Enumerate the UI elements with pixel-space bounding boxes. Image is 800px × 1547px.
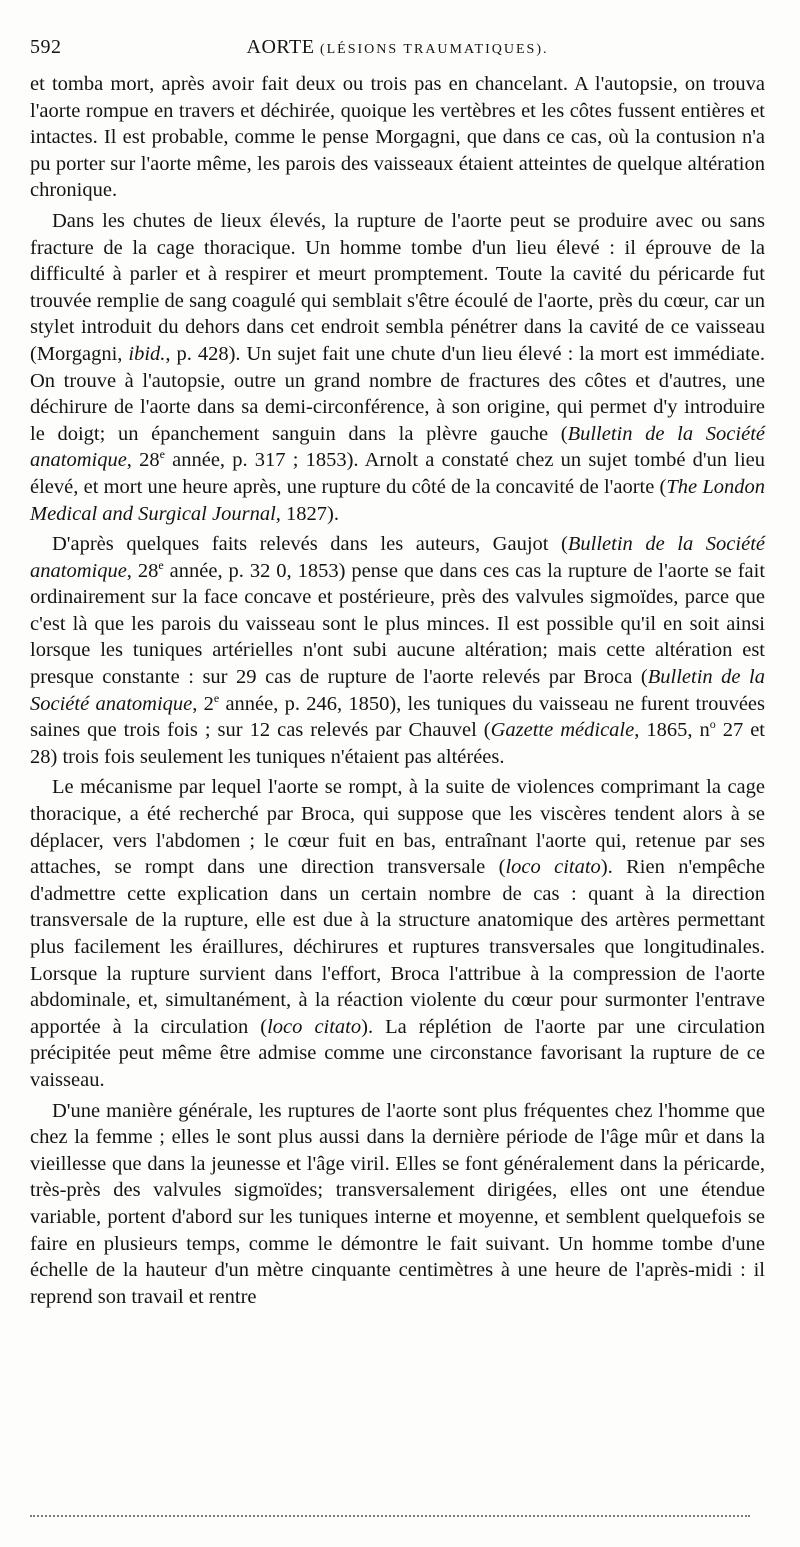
- text-run: année, p. 32 0, 1853) pense que dans ces cas la rupture de l'aorte se fait ordinairement sur la face concave et postérieure, près des valvules sigmoïdes, parce que c'est là que les parois du vaisseau sont le plus minces. Il est possible qu'il en soit ainsi lorsque les tuniques artérielles n'ont subi aucune altération; mais cette altération est presque constante : sur 29 cas de rupture de l'aorte relevés par Broca (: [30, 559, 766, 689]
- text-run: ). La réplétion de l'aorte par une circulation précipitée peut même être admise comme une circonstance favorisant la rupture de ce vaisseau.: [30, 1015, 765, 1091]
- italic-citation: loco citato: [267, 1015, 362, 1038]
- superscript: e: [159, 447, 165, 462]
- text-run: , 28: [126, 449, 160, 472]
- text-run: D'après quelques faits relevés dans les auteurs, Gaujot (: [52, 533, 568, 556]
- paragraph: [30, 1098, 765, 1311]
- italic-citation: ibid.: [128, 342, 166, 365]
- text-run: et tomba mort, après avoir fait deux ou trois pas en chancelant. A l'autopsie, on trouva l'aorte rompue en travers et déchirée, quoique les vertèbres et les côtes fussent entières et intactes. Il est probable, comme le pense Morgagni, que dans ce cas, où la contusion n'a pu porter sur l'aorte même, les parois des vaisseaux étaient atteintes de quelque altération chronique.: [30, 73, 765, 202]
- text-run: Le mécanisme par lequel l'aorte se rompt, à la suite de violences comprimant la cage thoracique, a été recherché par Broca, qui suppose que les viscères tendent alors à se déplacer, vers l'abdomen ; le cœur fuit en bas, entraînant l'aorte qui, retenue par ses attaches, se rompt dans une direction transversale (: [30, 776, 765, 879]
- footer-rule: [30, 1515, 750, 1517]
- paragraph: [30, 531, 765, 770]
- text-run: , p. 428). Un sujet fait une chute d'un lieu élevé : la mort est immédiate. On trouve à l'autopsie, outre un grand nombre de fractures des côtes et d'autres, une déchirure de l'aorte dans sa demi-circonférence, à son origine, qui permet d'y introduire le doigt; un épanchement sanguin dans la plèvre gauche (: [30, 342, 765, 445]
- running-title-main: AORTE: [246, 36, 315, 58]
- italic-citation: Bulletin de la Société anatomique: [30, 666, 765, 715]
- italic-citation: Bulletin de la Société anatomique: [30, 422, 765, 472]
- page-number: 592: [30, 36, 62, 58]
- text-run: Dans les chutes de lieux élevés, la rupture de l'aorte peut se produire avec ou sans fracture de la cage thoracique. Un homme tombe d'un lieu élevé : il éprouve de la difficulté à parler et à respirer et meurt promptement. Toute la cavité du péricarde fut trouvée remplie de sang coagulé qui semblait s'être écoulé de l'aorte, près du cœur, car un stylet introduit du dehors dans cet endroit sembla pénétrer dans la cavité de ce vaisseau (Morgagni,: [30, 209, 765, 365]
- text-run: , 1865, n: [634, 719, 710, 742]
- superscript: e: [213, 690, 220, 705]
- text-run: année, p. 246, 1850), les tuniques du vaisseau ne furent trouvées saines que trois fois ; sur 12 cas relevés par Chauvel (: [30, 692, 765, 742]
- text-run: , 2: [192, 692, 214, 715]
- text-run: 27 et 28) trois fois seulement les tuniques n'étaient pas altérées.: [30, 719, 765, 768]
- superscript: e: [158, 557, 164, 572]
- running-title: [30, 36, 765, 59]
- italic-citation: loco citato: [505, 856, 601, 879]
- paragraph: [30, 774, 765, 1093]
- paragraph: [30, 71, 765, 204]
- running-title-sub: (LÉSIONS TRAUMATIQUES).: [319, 42, 549, 57]
- text-run: , 28: [126, 559, 159, 582]
- italic-citation: The London Medical and Surgical Journal: [30, 475, 765, 525]
- text-run: D'une manière générale, les ruptures de l'aorte sont plus fréquentes chez l'homme que chez la femme ; elles le sont plus aussi dans la dernière période de l'âge mûr et dans la vieillesse que dans la jeunesse et l'âge viril. Elles se font généralement dans la péricarde, très-près des valvules sigmoïdes; transversalement dirigées, elles ont une étendue variable, portent d'abord sur les tuniques interne et moyenne, et semblent quelquefois se faire en plusieurs temps, comme le démontre le fait suivant. Un homme tombe d'une échelle de la hauteur d'un mètre cinquante centimètres à une heure de l'après-midi : il reprend son travail et rentre: [30, 1099, 765, 1308]
- body-text: [30, 71, 765, 1310]
- superscript: o: [709, 717, 716, 732]
- text-run: ). Rien n'empêche d'admettre cette explication dans un certain nombre de cas : quant à la direction transversale de la rupture, elle est due à la structure anatomique des artères permettant plus facilement les éraillures, déchirures et ruptures transversales que longitudinales. Lorsque la rupture survient dans l'effort, Broca l'attribue à la compression de l'aorte abdominale, et, simultanément, à la réaction violente du cœur pour surmonter l'entrave apportée à la circulation (: [30, 856, 765, 1038]
- running-header: [30, 36, 765, 76]
- paragraph: [30, 208, 765, 527]
- text-run: année, p. 317 ; 1853). Arnolt a constaté chez un sujet tombé d'un lieu élevé, et mort une heure après, une rupture du côté de la concavité de l'aorte (: [30, 449, 765, 498]
- italic-citation: Gazette médicale: [490, 719, 635, 742]
- italic-citation: Bulletin de la Société anatomique: [30, 533, 765, 582]
- text-run: , 1827).: [275, 502, 339, 525]
